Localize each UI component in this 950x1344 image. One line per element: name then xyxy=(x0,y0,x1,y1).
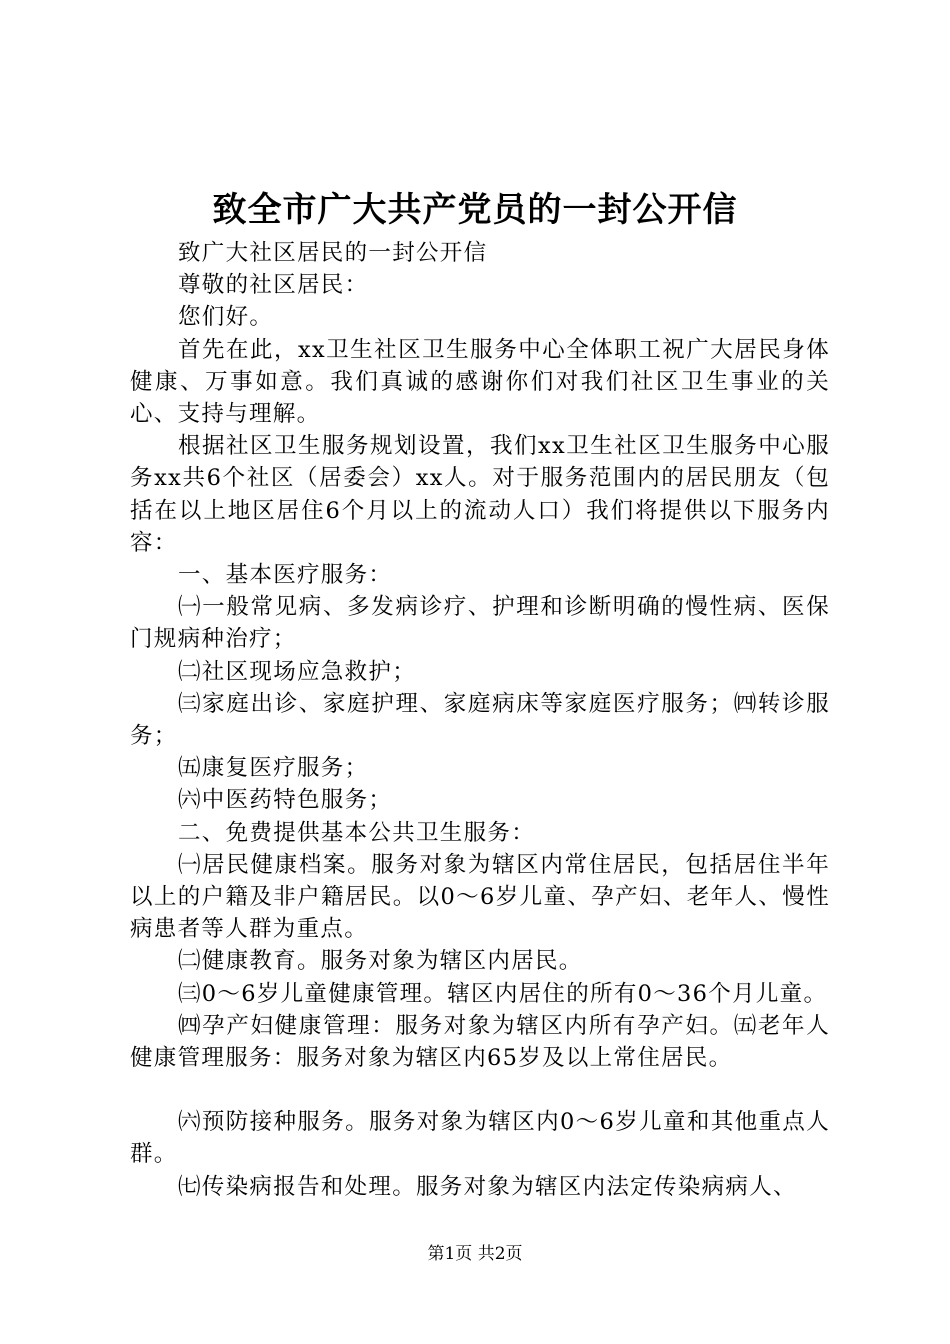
list-item: ㈠一般常见病、多发病诊疗、护理和诊断明确的慢性病、医保门规病种治疗； xyxy=(130,594,830,653)
paragraph-intro: 首先在此，xx卫生社区卫生服务中心全体职工祝广大居民身体健康、万事如意。我们真诚的感谢你们对我们社区卫生事业的关心、支持与理解。 xyxy=(130,336,830,428)
list-item: ㈣孕产妇健康管理：服务对象为辖区内所有孕产妇。㈤老年人健康管理服务：服务对象为辖区内65岁及以上常住居民。 xyxy=(130,1012,830,1072)
paragraph-greeting: 您们好。 xyxy=(178,304,274,331)
list-item: ㈡社区现场应急救护； xyxy=(178,658,417,685)
list-item: ㈦传染病报告和处理。服务对象为辖区内法定传染病病人、 xyxy=(178,1173,797,1200)
section-heading-basic-medical: 一、基本医疗服务： xyxy=(178,562,393,589)
page-number: 第1页 共2页 xyxy=(427,1244,523,1264)
list-item: ㈢家庭出诊、家庭护理、家庭病床等家庭医疗服务；㈣转诊服务； xyxy=(130,690,830,750)
document-body xyxy=(130,237,830,1203)
list-item: ㈠居民健康档案。服务对象为辖区内常住居民，包括居住半年以上的户籍及非户籍居民。以0～6岁儿童、孕产妇、老年人、慢性病患者等人群为重点。 xyxy=(130,851,830,943)
paragraph-service-scope: 根据社区卫生服务规划设置，我们xx卫生社区卫生服务中心服务xx共6个社区（居委会）xx人。对于服务范围内的居民朋友（包括在以上地区居住6个月以上的流动人口）我们将提供以下服务内容： xyxy=(130,433,830,556)
list-item: ㈡健康教育。服务对象为辖区内居民。 xyxy=(178,948,583,975)
page-title: 致全市广大共产党员的一封公开信 xyxy=(212,190,738,230)
list-item: ㈤康复医疗服务； xyxy=(178,755,369,782)
list-item: ㈢0～6岁儿童健康管理。辖区内居住的所有0～36个月儿童。 xyxy=(178,980,828,1007)
list-item: ㈥预防接种服务。服务对象为辖区内0～6岁儿童和其他重点人群。 xyxy=(130,1109,830,1168)
list-item: ㈥中医药特色服务； xyxy=(178,787,393,814)
paragraph-salutation: 尊敬的社区居民： xyxy=(178,272,369,299)
paragraph-letter-heading: 致广大社区居民的一封公开信 xyxy=(178,240,488,266)
section-heading-public-health: 二、免费提供基本公共卫生服务： xyxy=(178,819,536,846)
